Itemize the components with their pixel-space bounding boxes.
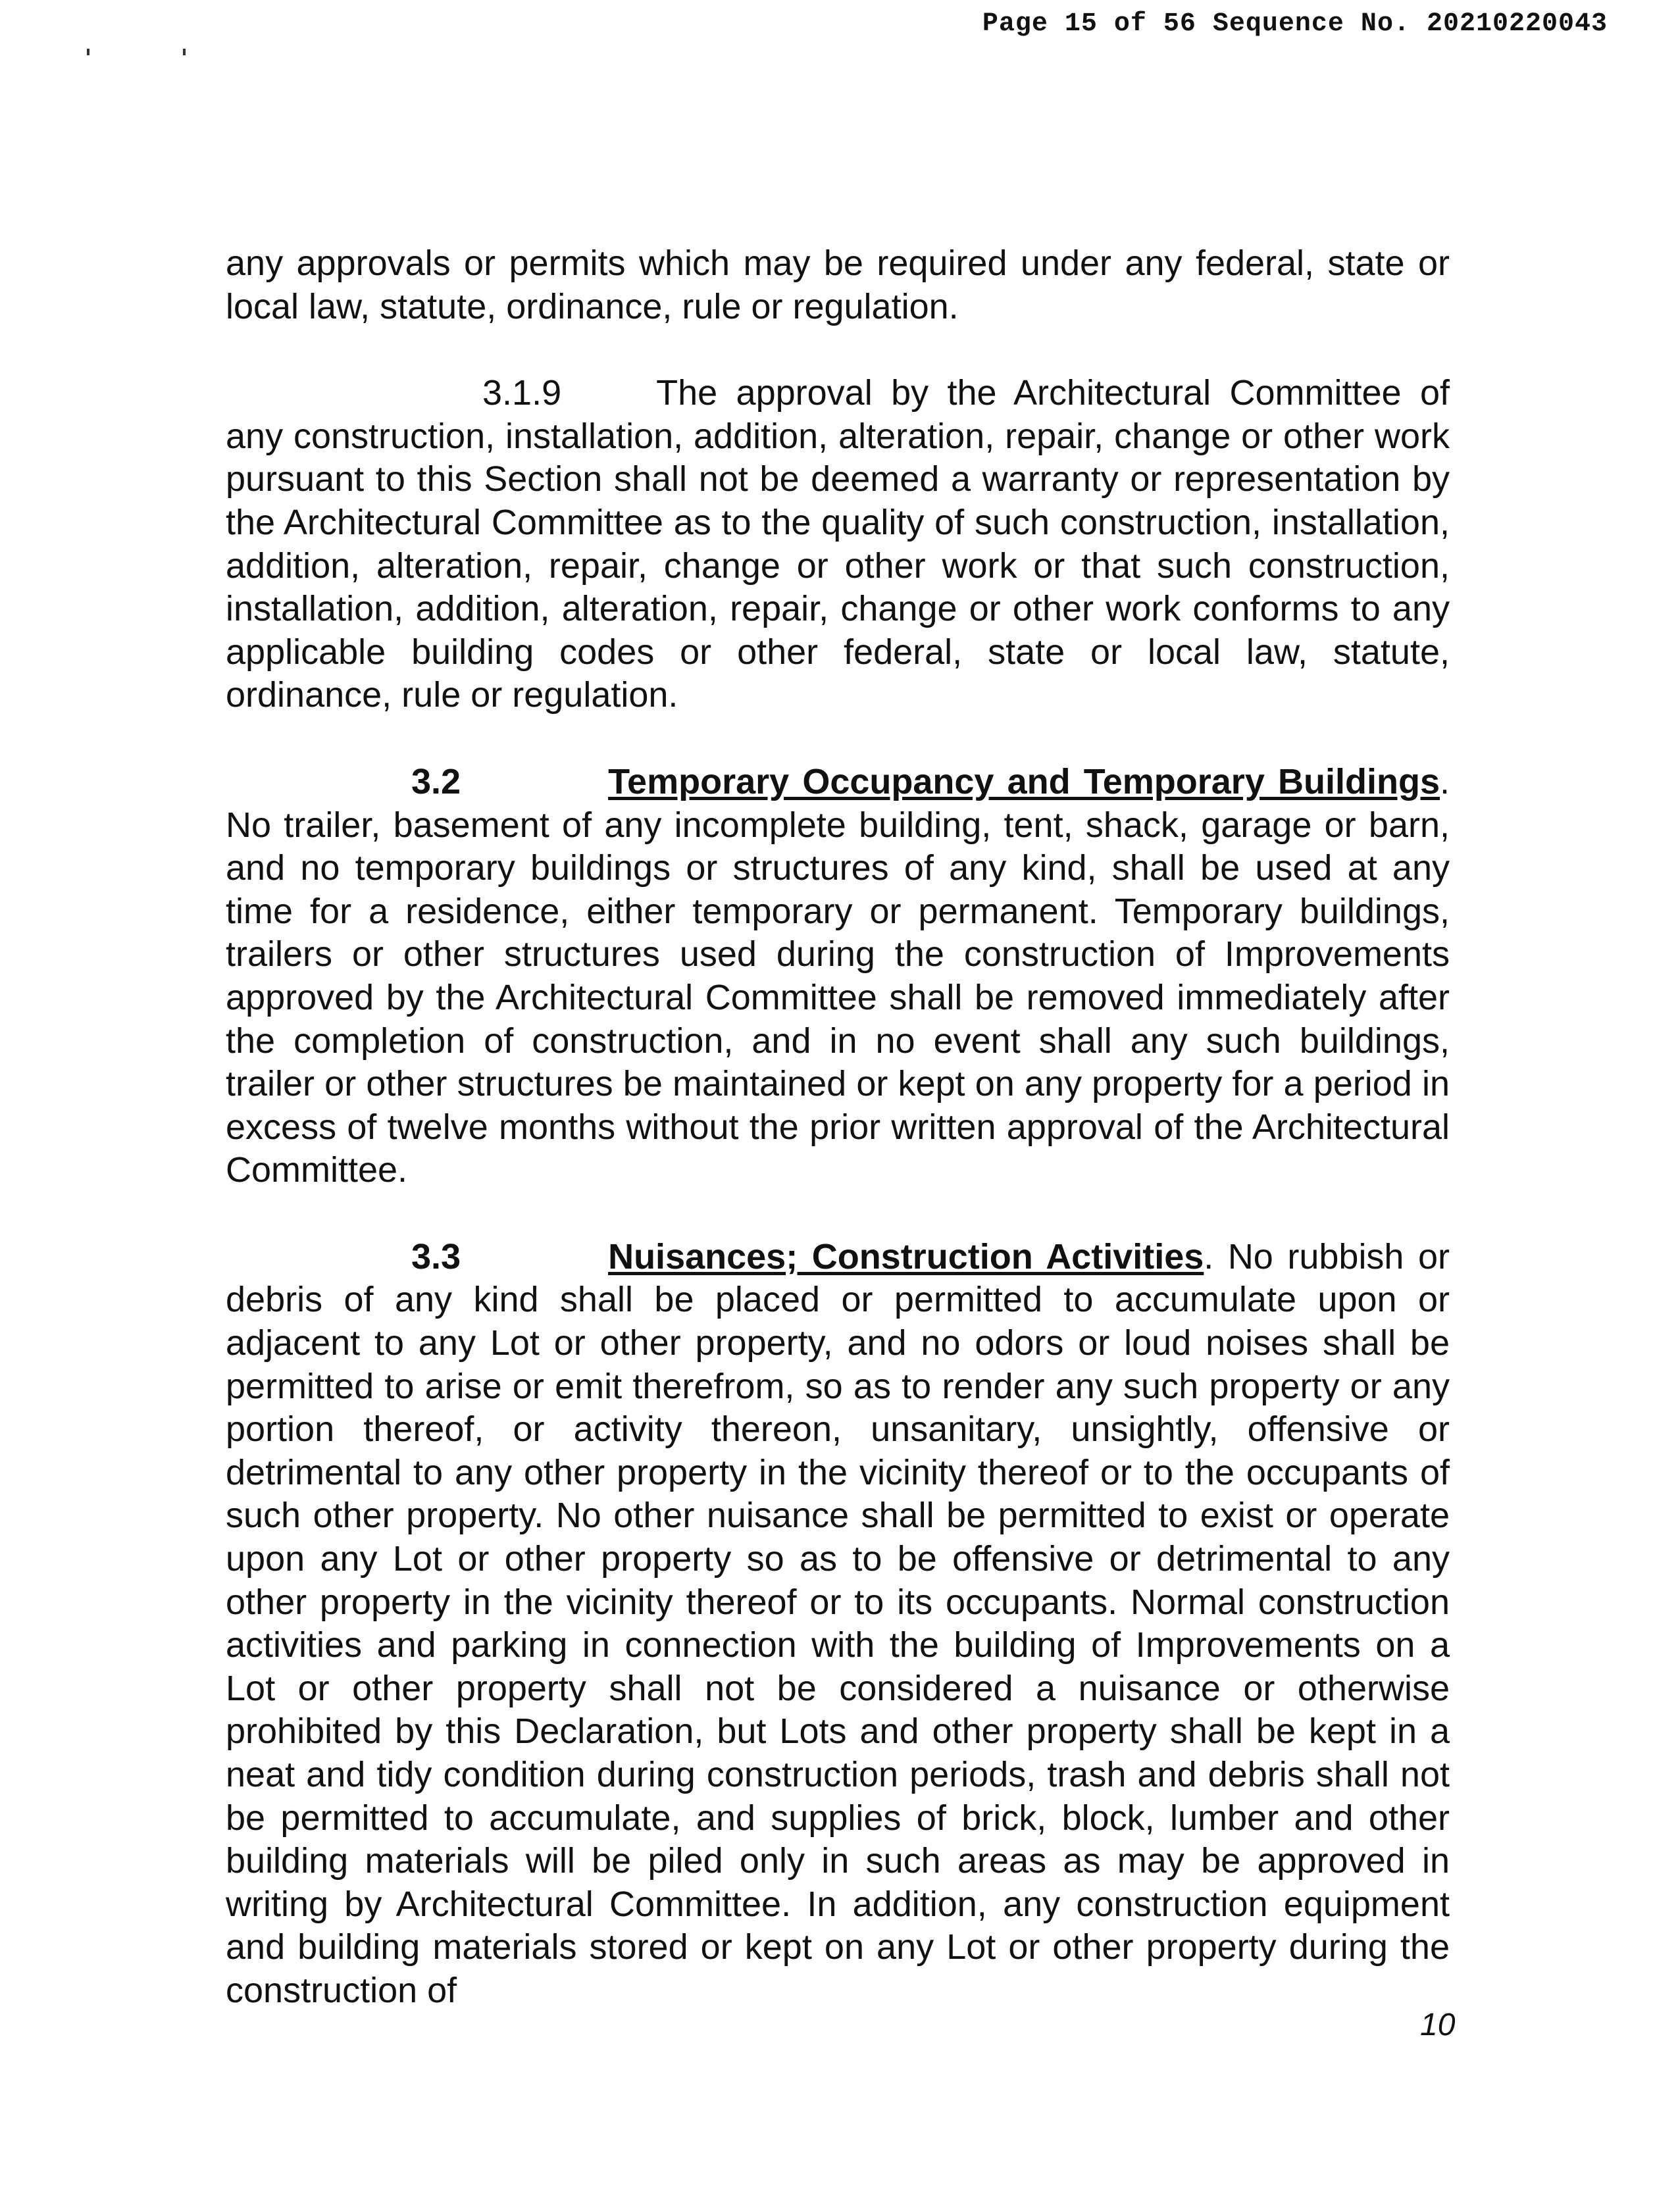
- page-header: Page 15 of 56 Sequence No. 20210220043: [982, 9, 1608, 39]
- scan-mark: [183, 49, 186, 55]
- section-text: The approval by the Architectural Committee of any construction, installation, addition, alteration, repair, change or other work pursuant to this Section shall not be deemed a warranty or representation by the Architectural Committee as to the quality of such construction, installation, addition, alteration, repair, change or other work or that such construction, installation, addition, alteration, repair, change or other work conforms to any applicable building codes or other federal, state or local law, statute, ordinance, rule or regulation.: [226, 373, 1450, 715]
- paragraph-spacer: [226, 717, 1450, 761]
- scan-mark: [87, 49, 89, 55]
- section-number: 3.3: [411, 1236, 461, 1276]
- page-number: 10: [1420, 2008, 1456, 2042]
- paragraph-continuation: any approvals or permits which may be required under any federal, state or local law, statute, ordinance, rule or regulation.: [226, 243, 1450, 326]
- section-text: . No trailer, basement of any incomplete building, tent, shack, garage or barn, and no temporary buildings or structures of any kind, shall be used at any time for a residence, either temporary or permanent. Temporary buildings, trailers or other structures used during the construction of Improvements approved by the Architectural Committee shall be removed immediately after the completion of construction, and in no event shall any such buildings, trailer or other structures be maintained or kept on any property for a period in excess of twelve months without the prior written approval of the Architectural Committee.: [226, 761, 1450, 1190]
- section-number: 3.2: [411, 761, 461, 801]
- document-body: [226, 242, 1450, 2013]
- section-3-3: [226, 1236, 1450, 2013]
- section-heading: Temporary Occupancy and Temporary Buildings: [608, 761, 1440, 801]
- section-3-1-9: [226, 372, 1450, 717]
- section-number: 3.1.9: [482, 373, 562, 413]
- paragraph-spacer: [226, 328, 1450, 372]
- paragraph-spacer: [226, 1192, 1450, 1236]
- section-heading: Nuisances; Construction Activities: [608, 1236, 1204, 1276]
- section-text: . No rubbish or debris of any kind shall be placed or permitted to accumulate upon or adjacent to any Lot or other property, and no odors or loud noises shall be permitted to arise or emit therefrom, so as to render any such property or any portion thereof, or activity thereon, unsanitary, unsightly, offensive or detrimental to any other property in the vicinity thereof or to the occupants of such other property. No other nuisance shall be permitted to exist or operate upon any Lot or other property so as to be offensive or detrimental to any other property in the vicinity thereof or to its occupants. Normal construction activities and parking in connection with the building of Improvements on a Lot or other property shall not be considered a nuisance or otherwise prohibited by this Declaration, but Lots and other property shall be kept in a neat and tidy condition during construction periods, trash and debris shall not be permitted to accumulate, and supplies of brick, block, lumber and other building materials will be piled only in such areas as may be approved in writing by Architectural Committee. In addition, any construction equipment and building materials stored or kept on any Lot or other property during the construction of: [226, 1236, 1450, 2010]
- section-3-2: [226, 761, 1450, 1192]
